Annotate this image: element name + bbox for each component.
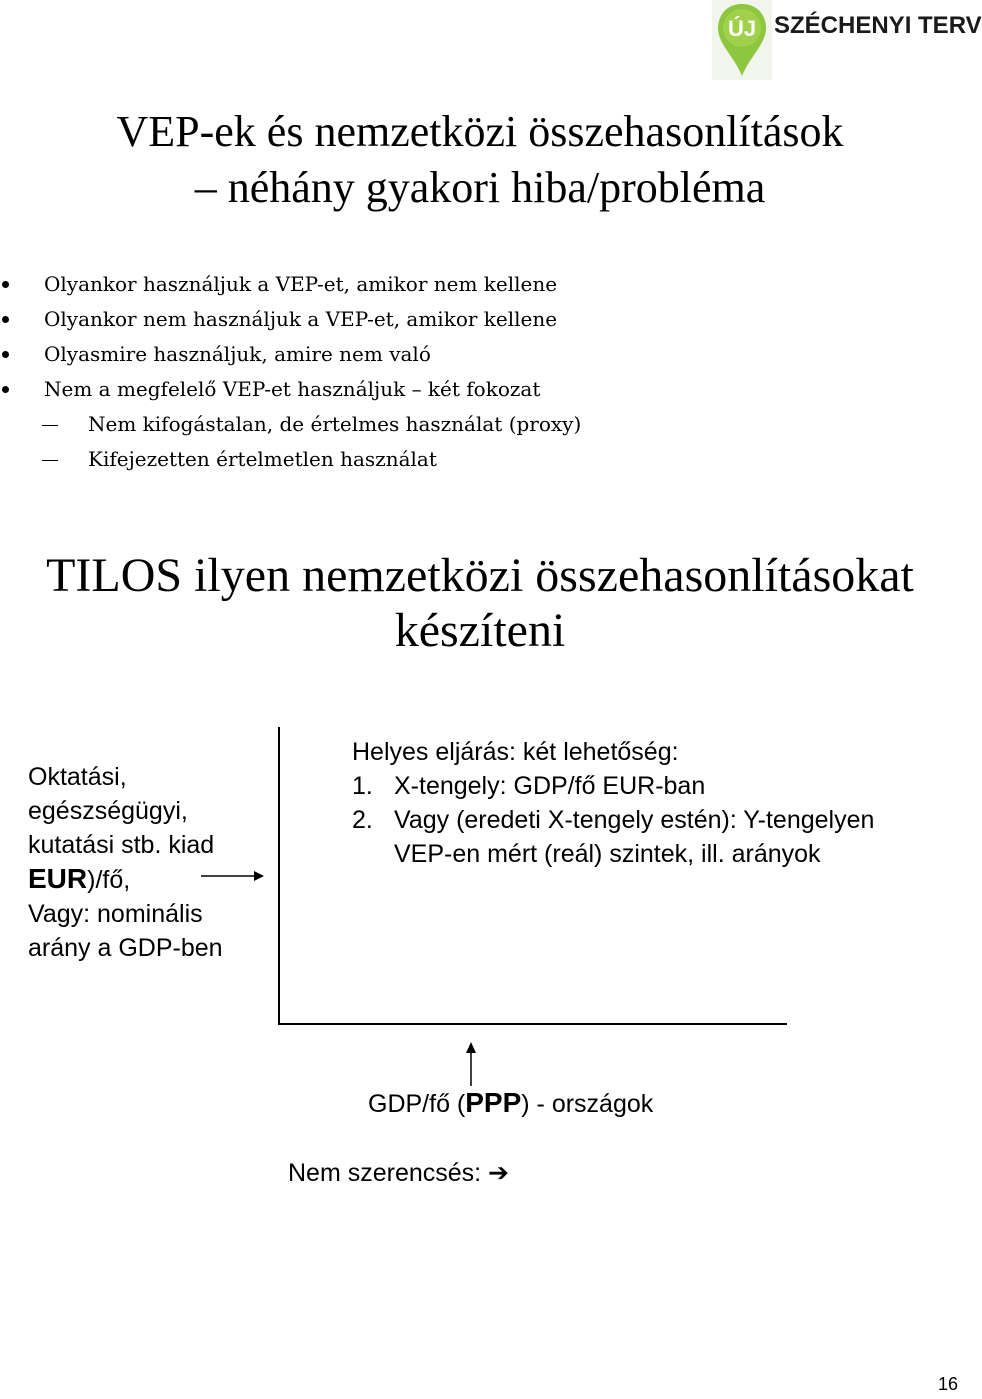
- up-arrow-icon: [466, 1042, 476, 1086]
- y-label-rest: )/fő,: [87, 866, 131, 894]
- item-number: 1.: [352, 772, 373, 800]
- y-label-line: Oktatási,: [28, 763, 127, 791]
- y-label-line: [28, 862, 223, 897]
- bullet-item: Nem a megfelelő VEP-et használjuk – két fokozat: [0, 373, 581, 408]
- helyes-item-1: [352, 769, 874, 803]
- bullet-item: Olyankor nem használjuk a VEP-et, amikor kellene: [0, 303, 581, 338]
- logo-badge-text: ÚJ: [727, 16, 757, 41]
- bullet-item: Olyankor használjuk a VEP-et, amikor nem kellene: [0, 268, 581, 303]
- helyes-item-2: [352, 803, 874, 837]
- y-label-line: Vagy: nominális: [28, 900, 203, 928]
- title-line-1: VEP-ek és nemzetközi összehasonlítások: [116, 107, 844, 156]
- x-axis-label: [368, 1086, 653, 1121]
- y-label-line: arány a GDP-ben: [28, 934, 223, 962]
- tilos-line-2: készíteni: [394, 604, 566, 657]
- sub-bullet-item: Kifejezetten értelmetlen használat: [0, 443, 581, 478]
- helyes-heading: Helyes eljárás: két lehetőség:: [352, 738, 679, 766]
- y-axis-label: [28, 760, 223, 965]
- ppp-bold: PPP: [465, 1087, 522, 1118]
- sub-bullet-item: Nem kifogástalan, de értelmes használat (proxy): [0, 408, 581, 443]
- item-text: Vagy (eredeti X-tengely estén): Y-tengelyen: [394, 806, 875, 834]
- helyes-item-2-cont: VEP-en mért (reál) szintek, ill. arányok: [394, 840, 821, 868]
- item-number: 2.: [352, 806, 373, 834]
- x-label-post: ) - országok: [521, 1090, 654, 1118]
- tilos-line-1: TILOS ilyen nemzetközi összehasonlításokat: [46, 549, 914, 602]
- y-label-line: egészségügyi,: [28, 797, 188, 825]
- bullet-item: Olyasmire használjuk, amire nem való: [0, 338, 581, 373]
- logo-name: SZÉCHENYI TERV: [774, 12, 982, 39]
- x-label-pre: GDP/fő (: [368, 1090, 466, 1118]
- title-line-2: – néhány gyakori hiba/probléma: [194, 163, 766, 212]
- eur-bold: EUR: [28, 863, 88, 894]
- item-text: X-tengely: GDP/fő EUR-ban: [394, 772, 706, 800]
- not-fortunate-note: Nem szerencsés: ➔: [288, 1159, 510, 1187]
- correct-procedure-note: [352, 735, 874, 871]
- y-label-line: kutatási stb. kiad: [28, 831, 215, 859]
- page-number: 16: [937, 1374, 958, 1394]
